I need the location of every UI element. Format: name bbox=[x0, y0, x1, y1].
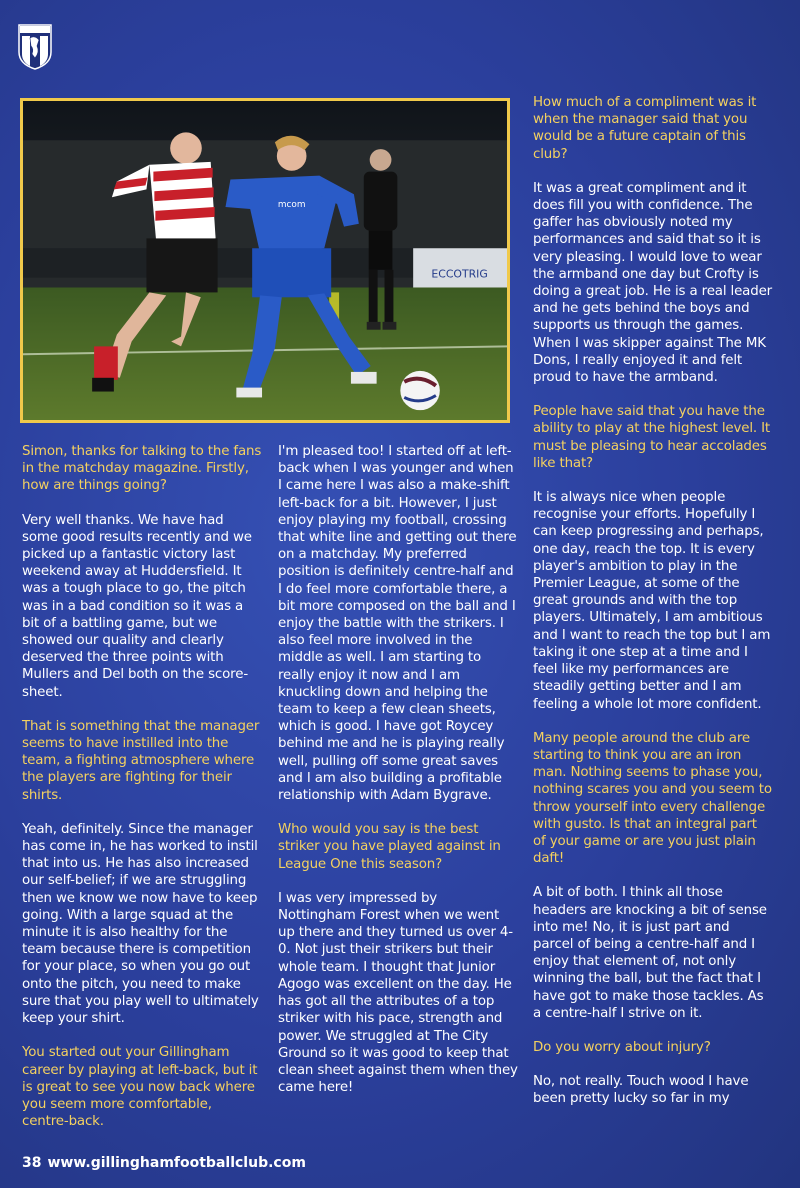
match-photo bbox=[20, 98, 510, 423]
answer-paragraph: I'm pleased too! I started off at left-back when I was younger and when I came here I was also a make-shift left-back for a bit. However, I just enjoy playing my football, crossing that white line and getting out there on a matchday. My preferred position is definitely centre-half and I do feel more comfortable there, a bit more composed on the ball and I enjoy the battle with the strikers. I also feel more involved in the middle as well. I am starting to really enjoy it now and I am knuckling down and helping the team to keep a few clean sheets, which is good. I have got Roycey behind me and he is playing really well, pulling off some great saves and I am also building a profitable relationship with Adam Bygrave. bbox=[278, 444, 517, 804]
answer-paragraph: No, not really. Touch wood I have been pretty lucky so far in my bbox=[533, 1074, 749, 1107]
club-crest-logo bbox=[18, 24, 52, 70]
answer-paragraph: Very well thanks. We have had some good results recently and we picked up a fantastic victory last weekend away at Huddersfield. It was a tough place to go, the pitch was in a bad condition so it was a bit of a battling game, but we showed our quality and clearly deserved the three points with Mullers and Del both on the score-sheet. bbox=[22, 512, 252, 700]
question-paragraph: Simon, thanks for talking to the fans in the matchday magazine. Firstly, how are things going? bbox=[22, 444, 262, 494]
page-footer bbox=[22, 1155, 306, 1171]
answer-paragraph: I was very impressed by Nottingham Forest when we went up there and they turned us over 4-0. Not just their strikers but their whole team. I thought that Junior Agogo was excellent on the day. He has got all the attributes of a top striker with his pace, strength and power. We struggled at The City Ground so it was good to keep that clean sheet against them when they came here! bbox=[278, 890, 518, 1096]
article-column-1 bbox=[22, 443, 262, 1147]
question-paragraph: Who would you say is the best striker you have played against in League One this season? bbox=[278, 822, 501, 872]
answer-paragraph: A bit of both. I think all those headers are knocking a bit of sense into me! No, it is just part and parcel of being a centre-half and I enjoy that element of, not only winning the ball, but the fact that I have got to make those tackles. As a centre-half I strive on it. bbox=[533, 885, 767, 1021]
article-column-2 bbox=[278, 443, 518, 1113]
question-paragraph: That is something that the manager seems to have instilled into the team, a fighting atmosphere where the players are fighting for their shirts. bbox=[22, 718, 260, 803]
answer-paragraph: It was a great compliment and it does fill you with confidence. The gaffer has obviously noted my performances and said that so it is very pleasing. I would love to wear the armband one day but Crofty is doing a great job. He is a real leader and he gets behind the boys and supports us through the games. When I was skipper against The MK Dons, I really enjoyed it and felt proud to have the armband. bbox=[533, 180, 773, 386]
answer-paragraph: Yeah, definitely. Since the manager has come in, he has worked to instil that into us. He has also increased our self-belief; if we are struggling then we know we now have to keep going. With a large squad at the minute it is also healthy for the team because there is competition for your place, so when you go out onto the pitch, you need to make sure that you play well to ultimately keep your shirt. bbox=[22, 821, 259, 1027]
question-paragraph: How much of a compliment was it when the manager said that you would be a future captain of this club? bbox=[533, 95, 757, 162]
page-number: 38 bbox=[22, 1155, 42, 1171]
article-column-3 bbox=[533, 94, 773, 1125]
question-paragraph: Many people around the club are starting to think you are an iron man. Nothing seems to phase you, nothing scares you and you seem to throw yourself into every challenge with gusto. Is that an integral part of your game or are you just plain daft! bbox=[533, 730, 772, 867]
question-paragraph: You started out your Gillingham career by playing at left-back, but it is great to see you now back where you seem more comfortable, centre-back. bbox=[22, 1045, 258, 1130]
website-link[interactable]: www.gillinghamfootballclub.com bbox=[47, 1155, 306, 1171]
shirt-sponsor-text: mcom bbox=[277, 200, 306, 210]
hoarding-text: ECCOTRIG bbox=[431, 267, 488, 281]
question-paragraph: People have said that you have the ability to play at the highest level. It must be pleasing to hear accolades like that? bbox=[533, 404, 771, 471]
answer-paragraph: It is always nice when people recognise your efforts. Hopefully I can keep progressing and perhaps, one day, reach the top. It is every player's ambition to play in the Premier League, at some of the great grounds and with the top players. Ultimately, I am ambitious and I want to reach the top but I am taking it one step at a time and I feel like my performances are steadily getting better and I am feeling a whole lot more confident. bbox=[533, 490, 771, 712]
question-paragraph: Do you worry about injury? bbox=[533, 1039, 711, 1055]
